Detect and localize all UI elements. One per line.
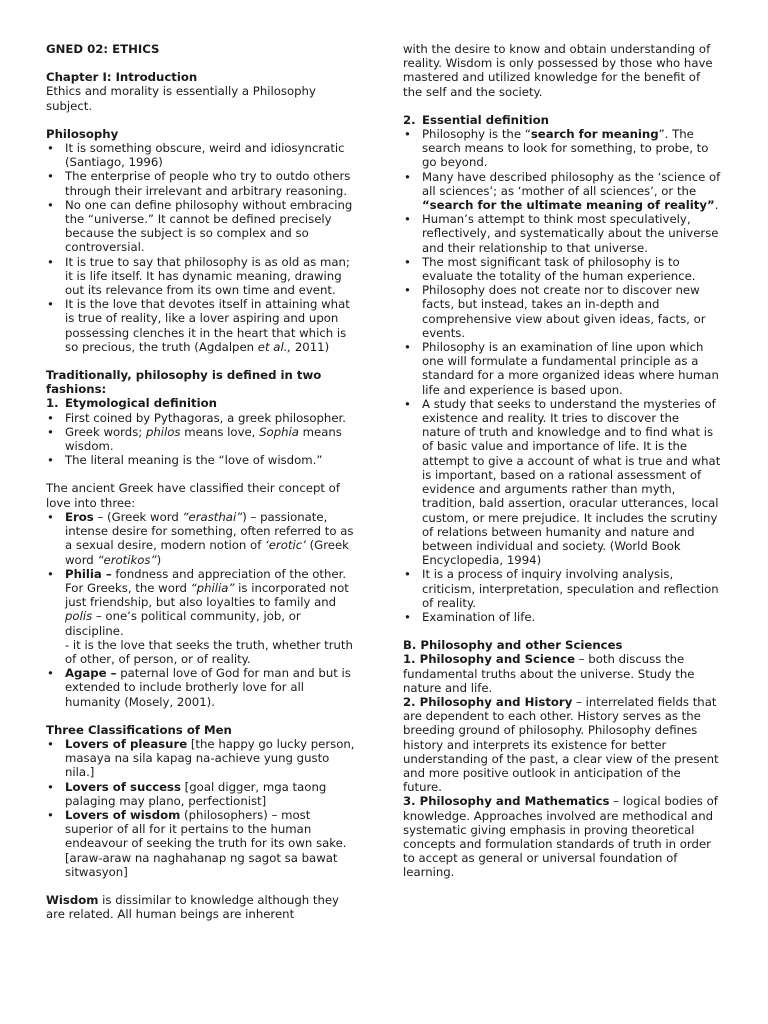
philosophy-list [46,141,358,354]
list-item: • A study that seeks to understand the mysteries of existence and reality. It tries to discover the nature of truth and knowledge and to find what is of basic value and importance of life. It is the attempt to give a account of what is true and what is important, based on a rational assessment of evidence and arguments rather than myth, tradition, bald assertion, oracular utterances, local custom, or mere prejudice. It includes the scrutiny of relations between humanity and nature and between individual and society. (World Book Encyclopedia, 1994) [403,397,721,567]
essential-heading: 2. Essential definition [403,112,549,127]
science-paragraph: 1. Philosophy and Science – both discuss the fundamental truths about the universe. Study the nature and life. [403,652,695,695]
list-item: • Many have described philosophy as the ‘science of all sciences’; as ‘mother of all sciences’, or the “search for the ultimate meaning of reality”. [403,170,721,213]
greek-love-intro: The ancient Greek have classified their concept of love into three: [46,481,340,510]
etymological-list [46,411,358,468]
history-paragraph: 2. Philosophy and History – interrelated fields that are dependent to each other. History serves as the breeding ground of philosophy. Philosophy defines history and interprets its existence for better understanding of the past, a clear view of the present and more positive outlook in anticipation of the future. [403,694,719,795]
list-item: • Lovers of wisdom (philosophers) – most superior of all for it pertains to the human endeavour of seeking the truth for its own sake. [araw-araw na naghahanap ng sagot sa bawat sitwasyon] [46,808,358,879]
intro-paragraph: Ethics and morality is essentially a Philosophy subject. [46,84,316,113]
wisdom-paragraph: Wisdom is dissimilar to knowledge although they are related. All human beings are inherent [46,892,339,922]
list-item: • It is a process of inquiry involving analysis, criticism, interpretation, speculation and reflection of reality. [403,567,721,610]
list-item: • Lovers of pleasure [the happy go lucky person, masaya na sila kapag na-achieve yung gusto nila.] [46,737,358,780]
eros-item: • Eros – (Greek word “erasthai”) – passionate, intense desire for something, often referred to as a sexual desire, modern notion of ‘erotic’ (Greek word “erotikos”) [46,510,358,567]
list-item: • Lovers of success [goal digger, mga taong palaging may plano, perfectionist] [46,780,358,808]
list-item: • Examination of life. [403,610,721,624]
love-types-list [46,510,358,709]
traditional-definition-heading: Traditionally, philosophy is defined in two fashions: [46,368,322,397]
list-item: • Philosophy is the “search for meaning”. The search means to look for something, to probe, to go beyond. [403,127,721,170]
right-column [403,42,721,880]
essential-list [403,127,721,624]
list-item: • The literal meaning is the “love of wisdom.” [46,453,358,467]
list-item: • It is true to say that philosophy is as old as man; it is life itself. It has dynamic meaning, drawing out its relevance from its own time and event. [46,255,358,298]
wisdom-continuation: with the desire to know and obtain understanding of reality. Wisdom is only possessed by those who have mastered and utilized knowledge for the benefit of the self and the society. [403,42,713,99]
list-item: • It is the love that devotes itself in attaining what is true of reality, like a lover aspiring and upon possessing clenches it in the heart that which is so precious, the truth (Agdalpen et al., 2011) [46,297,358,354]
left-column [46,42,358,921]
list-item: • Philosophy does not create nor to discover new facts, but instead, takes an in-depth and comprehensive view about given ideas, facts, or events. [403,283,721,340]
list-item: • It is something obscure, weird and idiosyncratic (Santiago, 1996) [46,141,358,169]
sciences-heading: B. Philosophy and other Sciences [403,638,623,653]
agape-item: • Agape – paternal love of God for man and but is extended to include brotherly love for all humanity (Mosely, 2001). [46,666,358,709]
document-title: GNED 02: ETHICS [46,42,160,56]
chapter-heading: Chapter I: Introduction [46,70,198,85]
list-item: • First coined by Pythagoras, a greek philosopher. [46,411,358,425]
list-item: • Greek words; philos means love, Sophia means wisdom. [46,425,358,453]
list-item: • The enterprise of people who try to outdo others through their irrelevant and arbitrary reasoning. [46,169,358,197]
classifications-list [46,737,358,879]
list-item: • Human’s attempt to think most speculatively, reflectively, and systematically about the universe and their relationship to that universe. [403,212,721,255]
list-item: • No one can define philosophy without embracing the “universe.” It cannot be defined precisely because the subject is so complex and so controversial. [46,198,358,255]
etymological-heading: 1. Etymological definition [46,396,217,411]
list-item: • Philosophy is an examination of line upon which one will formulate a fundamental principle as a standard for a more organized ideas where human life and experience is based upon. [403,340,721,397]
list-item: • The most significant task of philosophy is to evaluate the totality of the human experience. [403,255,721,283]
mathematics-paragraph: 3. Philosophy and Mathematics – logical bodies of knowledge. Approaches involved are methodical and systematic giving emphasis in proving theoretical concepts and formulation standards of truth in order to accept as general or universal foundation of learning. [403,794,718,880]
philia-item: • Philia – fondness and appreciation of the other. For Greeks, the word “philia” is incorporated not just friendship, but also loyalties to family and polis – one’s political community, job, or discipline. - it is the love that seeks the truth, whether truth of other, of person, or of reality. [46,567,358,666]
classifications-heading: Three Classifications of Men [46,722,232,737]
philosophy-heading: Philosophy [46,126,119,141]
